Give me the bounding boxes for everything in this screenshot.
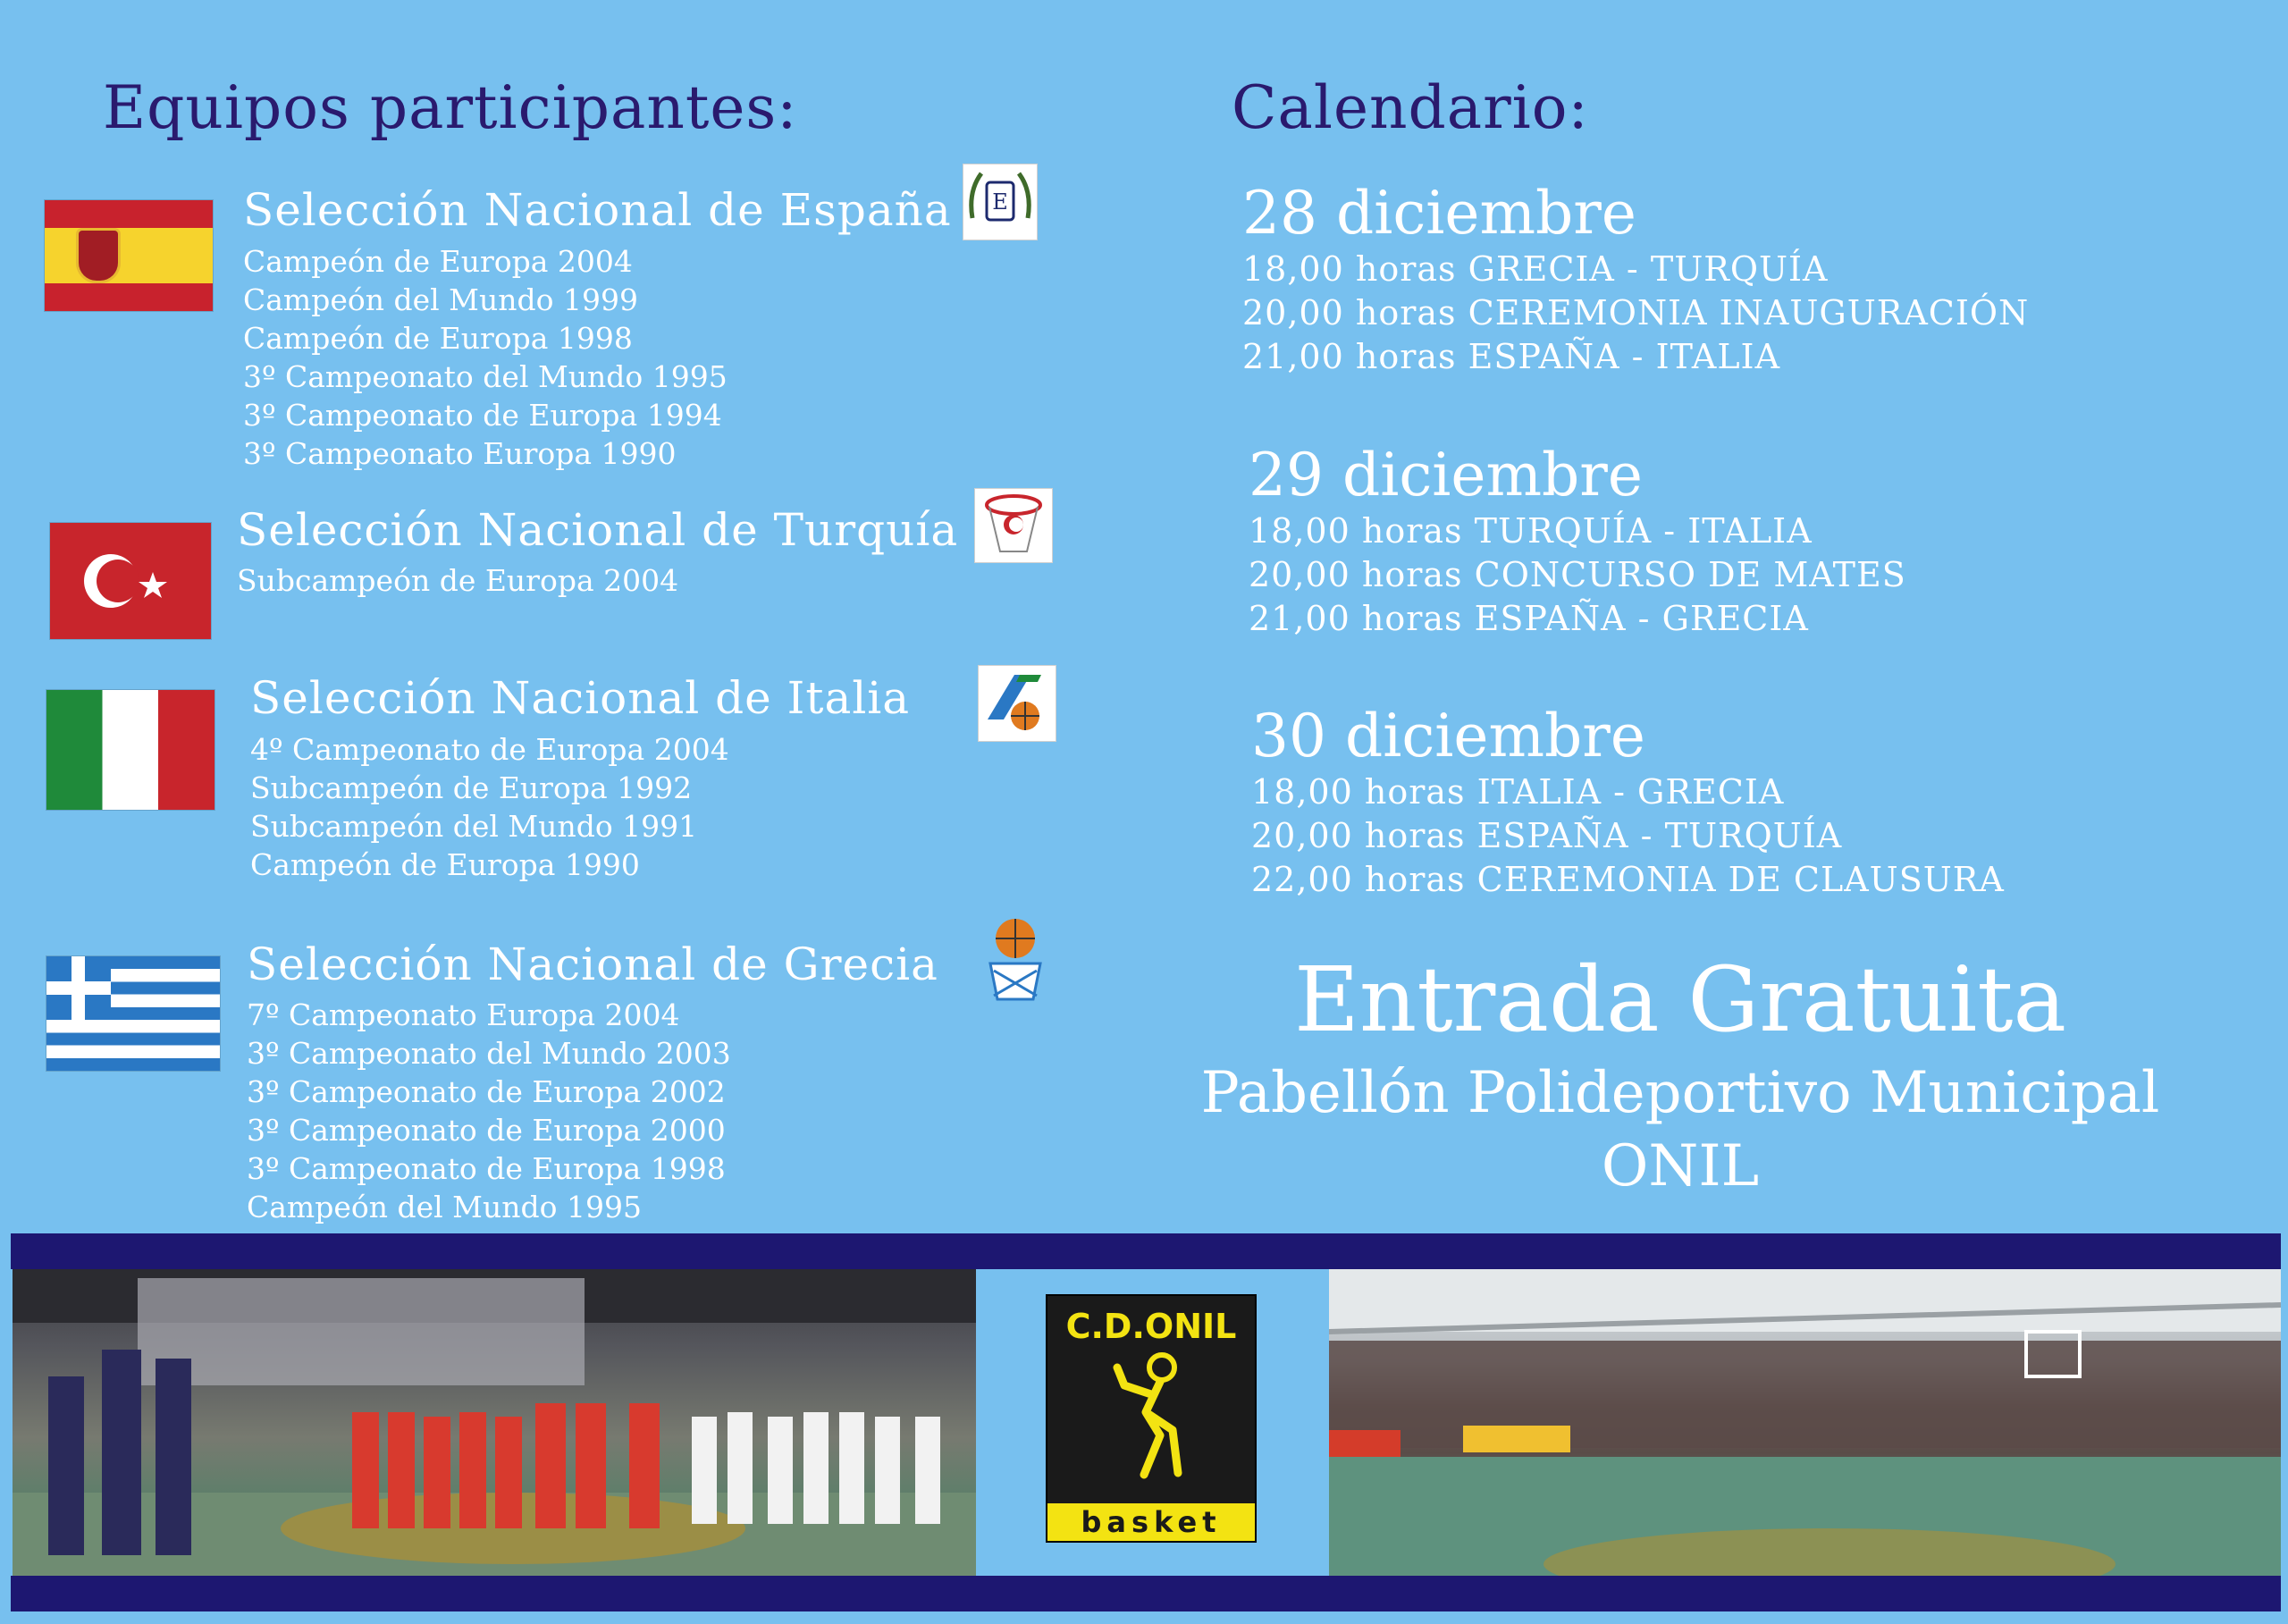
teams-heading: Equipos participantes: [103, 73, 798, 142]
achievement: Campeón de Europa 1998 [243, 321, 633, 356]
achievement: 7º Campeonato Europa 2004 [247, 997, 680, 1032]
achievement: 3º Campeonato de Europa 1994 [243, 398, 722, 433]
free-entry-title: Entrada Gratuita [1293, 947, 2067, 1052]
calendar-event: 18,00 horas GRECIA - TURQUÍA [1242, 249, 1829, 289]
achievement: 3º Campeonato de Europa 1998 [247, 1151, 726, 1186]
achievement: 3º Campeonato del Mundo 1995 [243, 359, 728, 394]
calendar-event: 20,00 horas ESPAÑA - TURQUÍA [1251, 816, 1843, 855]
achievement: 3º Campeonato de Europa 2000 [247, 1113, 726, 1148]
greece-flag [46, 956, 220, 1071]
spain-coat-of-arms-icon [79, 231, 118, 281]
greece-federation-crest [981, 917, 1049, 1003]
calendar-event: 20,00 horas CONCURSO DE MATES [1249, 555, 1906, 594]
calendar-heading: Calendario: [1232, 73, 1589, 142]
basketball-player-icon [1098, 1350, 1205, 1484]
achievement: 3º Campeonato de Europa 2002 [247, 1074, 726, 1109]
achievement: 4º Campeonato de Europa 2004 [250, 732, 729, 767]
club-logo-title: C.D.ONIL [1065, 1307, 1237, 1346]
achievement: 3º Campeonato del Mundo 2003 [247, 1036, 731, 1071]
calendar-date: 29 diciembre [1249, 441, 1643, 509]
achievements-turkey [237, 561, 678, 600]
bottom-band-top [11, 1233, 2281, 1269]
calendar-day-2 [1249, 441, 1906, 641]
greece-canton [46, 956, 111, 1020]
calendar-day-3 [1251, 702, 2005, 902]
club-logo-subtitle-bar [1047, 1503, 1255, 1541]
achievement: 3º Campeonato Europa 1990 [243, 436, 677, 471]
calendar-date: 30 diciembre [1251, 702, 1645, 770]
turkey-flag [50, 523, 211, 639]
team-lineup-photo [13, 1269, 976, 1576]
spain-federation-crest [963, 164, 1038, 240]
achievement: Subcampeón del Mundo 1991 [250, 809, 698, 844]
team-name-spain: Selección Nacional de España [243, 184, 952, 236]
club-logo [1046, 1294, 1257, 1543]
team-name-italy: Selección Nacional de Italia [250, 672, 911, 724]
spain-flag [45, 200, 213, 311]
italy-flag [46, 690, 214, 810]
team-name-turkey: Selección Nacional de Turquía [237, 504, 959, 556]
achievement: Subcampeón de Europa 1992 [250, 770, 693, 805]
achievements-spain [243, 242, 728, 473]
calendar-event: 18,00 horas TURQUÍA - ITALIA [1249, 511, 1813, 551]
calendar-day-1 [1242, 179, 2029, 379]
calendar-event: 22,00 horas CEREMONIA DE CLAUSURA [1251, 860, 2005, 899]
venue-name: Pabellón Polideportivo Municipal [1200, 1060, 2160, 1126]
achievement: Subcampeón de Europa 2004 [237, 563, 679, 598]
achievement: Campeón del Mundo 1999 [243, 282, 638, 317]
calendar-event: 20,00 horas CEREMONIA INAUGURACIÓN [1242, 293, 2030, 332]
italy-federation-crest [978, 665, 1056, 742]
town-name: ONIL [1601, 1133, 1760, 1199]
calendar-event: 21,00 horas ESPAÑA - GRECIA [1249, 599, 1809, 638]
calendar-date: 28 diciembre [1242, 179, 1636, 248]
team-name-greece: Selección Nacional de Grecia [247, 938, 938, 990]
club-logo-subtitle: basket [1081, 1505, 1222, 1539]
achievement: Campeón del Mundo 1995 [247, 1190, 642, 1224]
arena-crowd-photo [1329, 1269, 2281, 1576]
achievements-greece [247, 996, 731, 1226]
achievements-italy [250, 730, 729, 884]
achievement: Campeón de Europa 1990 [250, 847, 640, 882]
calendar-event: 21,00 horas ESPAÑA - ITALIA [1242, 337, 1781, 376]
bottom-band-bottom [11, 1576, 2281, 1611]
turkey-federation-crest [974, 488, 1053, 563]
calendar-event: 18,00 horas ITALIA - GRECIA [1251, 772, 1785, 812]
achievement: Campeón de Europa 2004 [243, 244, 633, 279]
svg-text:E: E [992, 189, 1008, 215]
